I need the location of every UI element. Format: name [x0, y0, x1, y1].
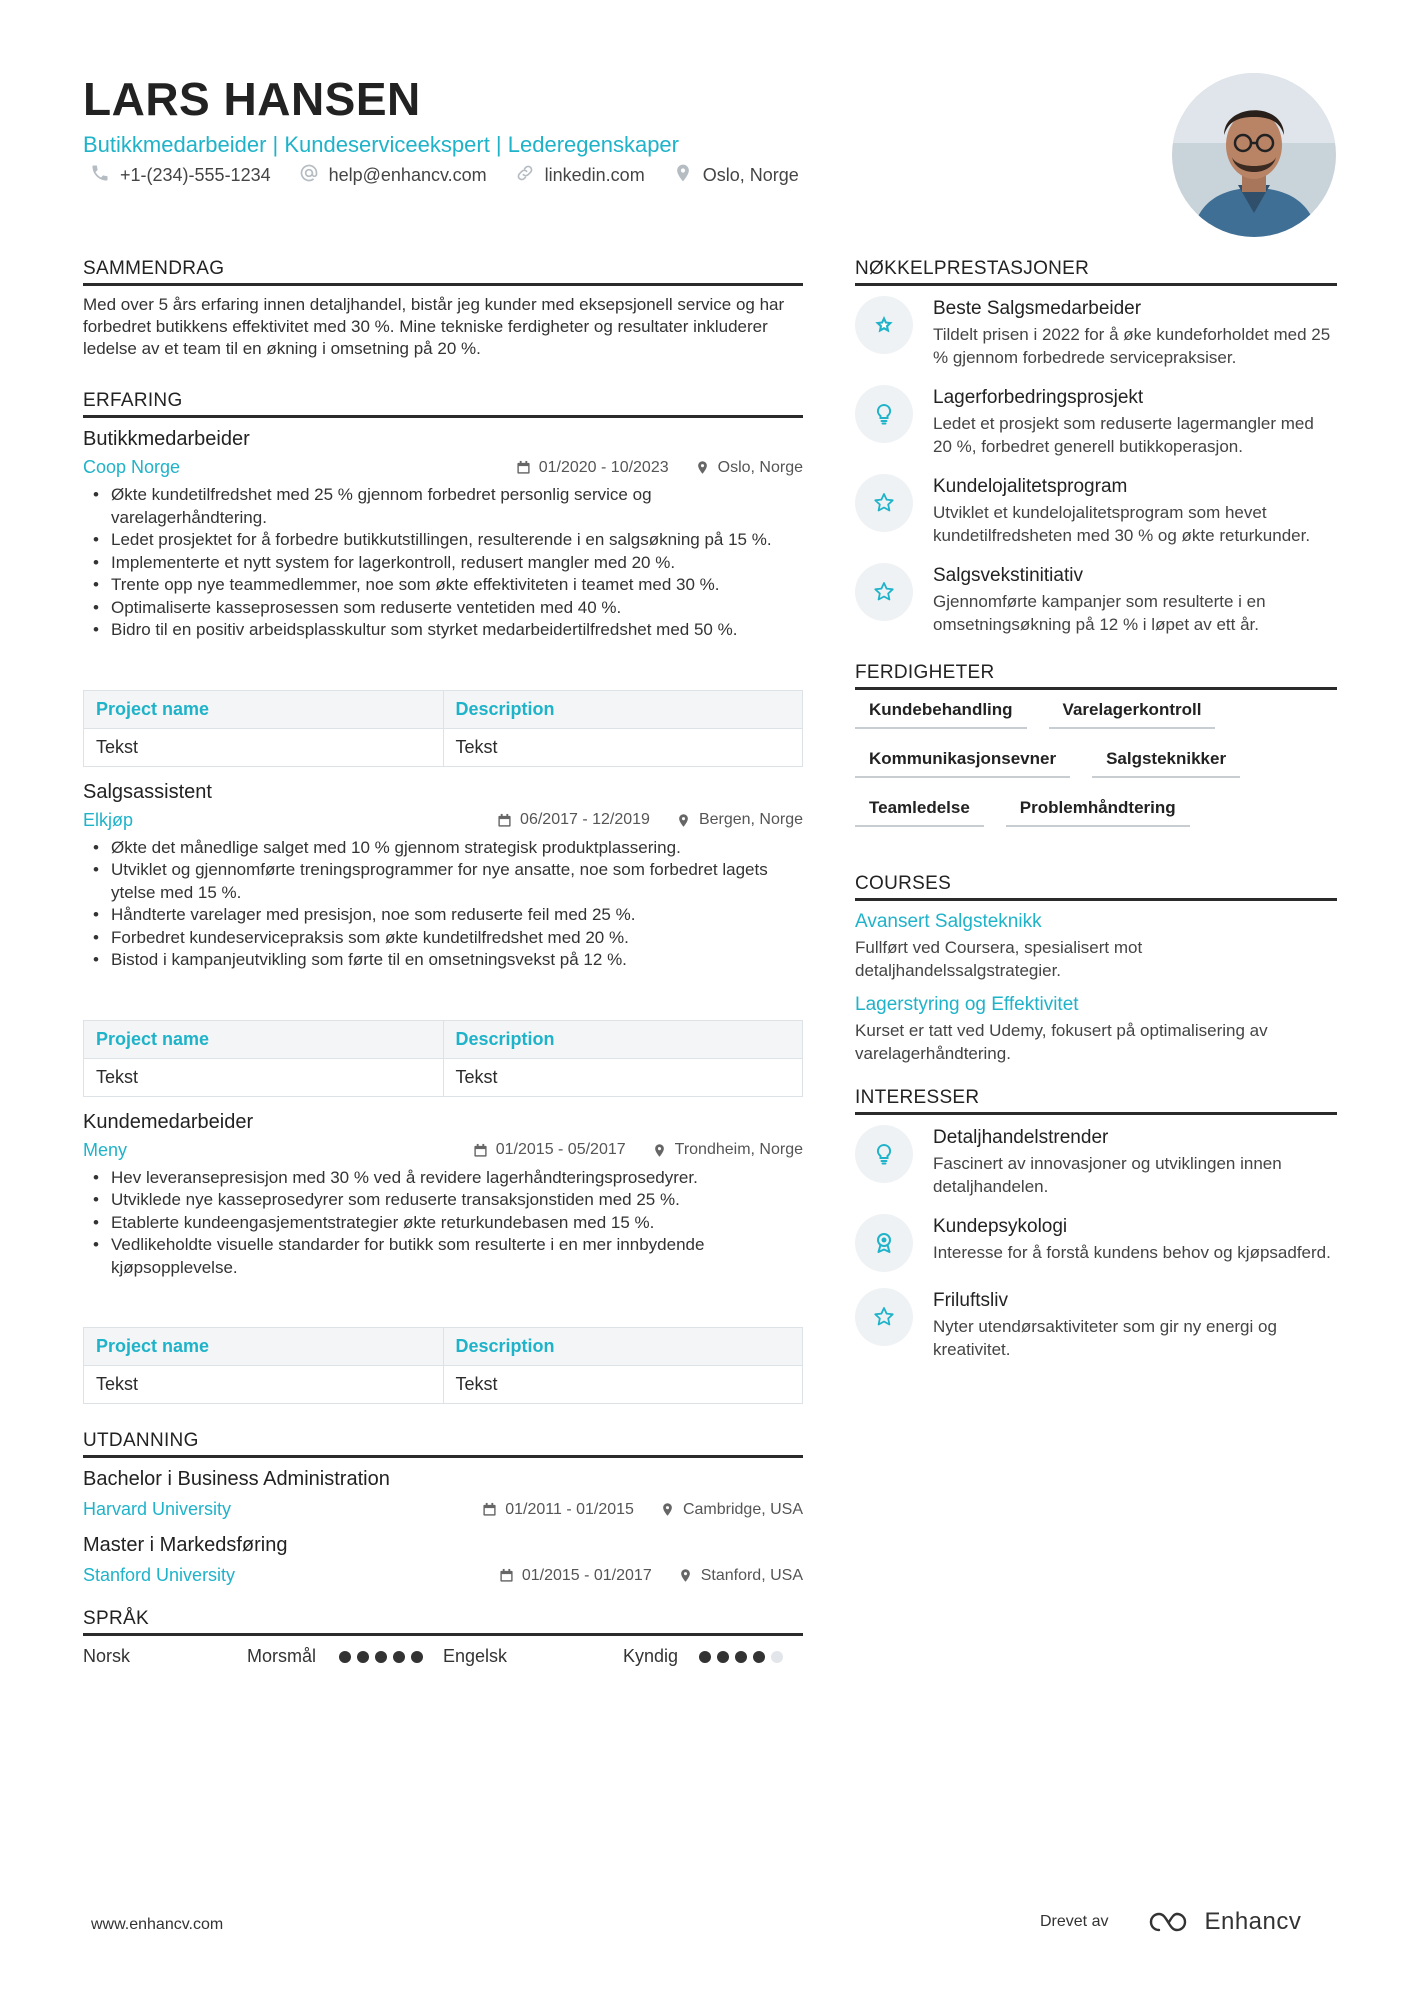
brand-name: Enhancv	[1204, 1908, 1302, 1935]
achievement-title: Kundelojalitetsprogram	[933, 476, 1128, 497]
interest-desc: Nyter utendørsaktiviteter som gir ny energi og kreativitet.	[933, 1317, 1277, 1359]
skill-tag: Varelagerkontroll	[1049, 700, 1216, 729]
achievement-text	[933, 296, 1337, 369]
summary-heading: SAMMENDRAG	[83, 258, 803, 286]
contact-row	[90, 163, 799, 188]
project-name-cell: Tekst	[84, 1366, 444, 1404]
language-level: Morsmål	[247, 1646, 317, 1666]
contact-location	[673, 163, 799, 188]
rating-dot-filled	[339, 1651, 351, 1663]
lightbulb-icon	[855, 1125, 913, 1183]
education-location: Cambridge, USA	[660, 1501, 803, 1519]
rating-dot-filled	[375, 1651, 387, 1663]
project-table	[83, 690, 803, 767]
rating-dot-filled	[735, 1651, 747, 1663]
calendar-icon	[482, 1502, 497, 1517]
skill-tag: Kundebehandling	[855, 700, 1027, 729]
job-meta-row	[83, 1140, 803, 1161]
company-name: Coop Norge	[83, 457, 181, 477]
bullet-item: • Optimaliserte kasseprosessen som reduserte ventetiden med 40 %.	[83, 597, 803, 620]
star-badge-icon	[855, 296, 913, 354]
project-table-header	[84, 1020, 803, 1058]
achievement-desc: Utviklet et kundelojalitetsprogram som hevet kundetilfredsheten med 30 % og økte returkunder.	[933, 503, 1311, 545]
enhancv-logo-icon	[1148, 1910, 1194, 1934]
language-rating	[339, 1651, 423, 1663]
job-title: Kundemedarbeider	[83, 1110, 254, 1133]
job-location: Oslo, Norge	[695, 459, 803, 477]
interest-desc: Fascinert av innovasjoner og utviklingen innen detaljhandelen.	[933, 1154, 1282, 1196]
project-table	[83, 1020, 803, 1097]
rating-dot-filled	[357, 1651, 369, 1663]
interest-title: Detaljhandelstrender	[933, 1127, 1109, 1148]
skills-list	[855, 700, 1337, 827]
achievement-desc: Tildelt prisen i 2022 for å øke kundeforholdet med 25 % gjennom forbedrede servicepraksiser.	[933, 325, 1331, 367]
description-cell: Tekst	[443, 728, 803, 766]
project-table	[83, 1327, 803, 1404]
phone-icon	[90, 163, 110, 188]
job-bullets	[83, 837, 803, 972]
interest-text	[933, 1125, 1337, 1198]
description-cell: Tekst	[443, 1366, 803, 1404]
summary-text: Med over 5 års erfaring innen detaljhandel, bistår jeg kunder med eksepsjonell service og har forbedret butikkens effektivitet med 30 %. Mine tekniske ferdigheter og resultater inkluderer ledelse av et team til en økning i omsetning på 20 %.	[83, 295, 785, 358]
contact-email[interactable]	[299, 163, 487, 188]
courses-heading: COURSES	[855, 873, 1337, 901]
candidate-subtitle: Butikkmedarbeider | Kundeserviceekspert | Lederegenskaper	[83, 132, 679, 157]
interests-heading: INTERESSER	[855, 1087, 1337, 1115]
contact-phone	[90, 163, 271, 188]
education-meta-row	[83, 1565, 803, 1586]
achievement-desc: Gjennomførte kampanjer som resulterte i en omsetningsøkning på 12 % i løpet av ett år.	[933, 592, 1266, 634]
star-icon	[855, 1288, 913, 1346]
calendar-icon	[499, 1568, 514, 1583]
achievement-item	[855, 563, 1337, 636]
project-table-row	[84, 1366, 803, 1404]
skill-tag: Kommunikasjonsevner	[855, 749, 1070, 778]
bullet-item: • Vedlikeholdte visuelle standarder for butikk som resulterte i en mer innbydende kjøpsopplevelse.	[83, 1234, 803, 1279]
skills-heading: FERDIGHETER	[855, 662, 1337, 690]
degree-title: Master i Markedsføring	[83, 1534, 288, 1556]
interest-item	[855, 1214, 1337, 1272]
linkedin-text: linkedin.com	[544, 165, 645, 185]
languages-row	[83, 1646, 803, 1667]
job-meta	[516, 459, 803, 477]
rating-dot-filled	[753, 1651, 765, 1663]
left-column	[83, 258, 803, 1667]
project-name-cell: Tekst	[84, 1058, 444, 1096]
location-pin-icon	[673, 163, 693, 188]
skill-tag: Problemhåndtering	[1006, 798, 1190, 827]
project-table-header	[84, 690, 803, 728]
education-dates: 01/2011 - 01/2015	[482, 1501, 634, 1519]
bullet-item: • Utviklede nye kasseprosedyrer som reduserte transaksjonstiden med 25 %.	[83, 1189, 803, 1212]
job-location: Bergen, Norge	[676, 811, 803, 829]
rating-dot-empty	[771, 1651, 783, 1663]
calendar-icon	[473, 1143, 488, 1158]
bullet-item: • Etablerte kundeengasjementstrategier økte returkundebasen med 15 %.	[83, 1212, 803, 1235]
interest-text	[933, 1288, 1337, 1361]
lightbulb-icon	[855, 385, 913, 443]
rating-dot-filled	[393, 1651, 405, 1663]
footer-website[interactable]: www.enhancv.com	[91, 1916, 224, 1933]
bullet-item: • Implementerte et nytt system for lagerkontroll, redusert mangler med 20 %.	[83, 552, 803, 575]
location-pin-icon	[676, 813, 691, 828]
project-table-row	[84, 1058, 803, 1096]
enhancv-logo[interactable]	[1148, 1908, 1301, 1936]
project-table-header	[84, 1328, 803, 1366]
description-header: Description	[443, 1328, 803, 1366]
powered-by-label: Drevet av	[1040, 1913, 1109, 1930]
company-name: Elkjøp	[83, 809, 134, 830]
candidate-name: LARS HANSEN	[83, 73, 421, 125]
language-name: Engelsk	[443, 1646, 508, 1666]
language-level: Kyndig	[623, 1646, 679, 1666]
project-name-header: Project name	[84, 690, 444, 728]
right-column	[855, 258, 1337, 1377]
description-cell: Tekst	[443, 1058, 803, 1096]
job-dates: 06/2017 - 12/2019	[497, 811, 650, 829]
experience-heading: ERFARING	[83, 390, 803, 418]
language-name: Norsk	[83, 1646, 131, 1666]
project-name-header: Project name	[84, 1328, 444, 1366]
link-icon	[515, 163, 535, 188]
achievement-text	[933, 563, 1337, 636]
education-location: Stanford, USA	[678, 1567, 803, 1585]
job-title: Butikkmedarbeider	[83, 428, 250, 450]
location-pin-icon	[678, 1568, 693, 1583]
course-desc: Kurset er tatt ved Udemy, fokusert på optimalisering av varelagerhåndtering.	[855, 1021, 1268, 1063]
project-table-row	[84, 728, 803, 766]
description-header: Description	[443, 1020, 803, 1058]
course-title: Lagerstyring og Effektivitet	[855, 994, 1079, 1015]
email-text: help@enhancv.com	[328, 165, 487, 185]
bullet-item: • Utviklet og gjennomførte treningsprogrammer for nye ansatte, noe som forbedret lagets ytelse med 15 %.	[83, 859, 803, 904]
bullet-item: • Bistod i kampanjeutvikling som førte til en omsetningsvekst på 12 %.	[83, 949, 803, 972]
contact-linkedin[interactable]	[515, 163, 645, 188]
language-item	[443, 1646, 803, 1667]
description-header: Description	[443, 690, 803, 728]
course-item	[855, 911, 1337, 982]
achievement-title: Salgsvekstinitiativ	[933, 565, 1083, 586]
education-meta	[482, 1501, 803, 1519]
education-heading: UTDANNING	[83, 1430, 803, 1458]
languages-heading: SPRÅK	[83, 1608, 803, 1636]
bullet-item: • Økte kundetilfredshet med 25 % gjennom forbedret personlig service og varelagerhåndtering.	[83, 484, 803, 529]
rating-dot-filled	[717, 1651, 729, 1663]
education-meta-row	[83, 1499, 803, 1520]
job-meta-row	[83, 810, 803, 831]
job-meta-row	[83, 457, 803, 478]
bullet-item: • Hev leveransepresisjon med 30 % ved å revidere lagerhåndteringsprosedyrer.	[83, 1167, 803, 1190]
rating-dot-filled	[411, 1651, 423, 1663]
project-name-header: Project name	[84, 1020, 444, 1058]
achievement-title: Lagerforbedringsprosjekt	[933, 387, 1144, 408]
job-entry	[83, 428, 803, 767]
language-item	[83, 1646, 443, 1667]
location-pin-icon	[695, 460, 710, 475]
job-entry	[83, 1111, 803, 1405]
job-meta	[497, 811, 803, 829]
location-pin-icon	[660, 1502, 675, 1517]
education-dates: 01/2015 - 01/2017	[499, 1567, 652, 1585]
interest-text	[933, 1214, 1331, 1272]
star-icon	[855, 474, 913, 532]
course-desc: Fullført ved Coursera, spesialisert mot detaljhandelssalgstrategier.	[855, 938, 1143, 980]
interest-item	[855, 1288, 1337, 1361]
job-location: Trondheim, Norge	[652, 1141, 803, 1159]
interest-title: Kundepsykologi	[933, 1216, 1068, 1237]
project-name-cell: Tekst	[84, 728, 444, 766]
language-rating	[699, 1651, 783, 1663]
profile-photo	[1172, 73, 1336, 237]
phone-text: +1-(234)-555-1234	[120, 165, 271, 185]
education-entry	[83, 1534, 803, 1586]
calendar-icon	[497, 813, 512, 828]
school-name: Harvard University	[83, 1499, 232, 1519]
interest-desc: Interesse for å forstå kundens behov og kjøpsadferd.	[933, 1243, 1331, 1262]
job-bullets	[83, 1167, 803, 1280]
job-bullets	[83, 484, 803, 642]
achievement-title: Beste Salgsmedarbeider	[933, 298, 1142, 319]
course-item	[855, 994, 1337, 1065]
at-icon	[299, 163, 319, 188]
achievement-text	[933, 474, 1337, 547]
location-pin-icon	[652, 1143, 667, 1158]
achievement-item	[855, 385, 1337, 458]
bullet-item: • Håndterte varelager med presisjon, noe som reduserte feil med 25 %.	[83, 904, 803, 927]
interest-title: Friluftsliv	[933, 1290, 1008, 1311]
company-name: Meny	[83, 1139, 128, 1160]
footer-brand-area	[1040, 1908, 1301, 1936]
skill-tag: Salgsteknikker	[1092, 749, 1240, 778]
education-entry	[83, 1468, 803, 1520]
school-name: Stanford University	[83, 1565, 236, 1585]
course-title: Avansert Salgsteknikk	[855, 911, 1042, 932]
achievement-item	[855, 474, 1337, 547]
job-title: Salgsassistent	[83, 780, 212, 803]
achievement-desc: Ledet et prosjekt som reduserte lagermangler med 20 %, forbedret generell butikkoperasjon.	[933, 414, 1314, 456]
bullet-item: • Trente opp nye teammedlemmer, noe som økte effektiviteten i teamet med 30 %.	[83, 574, 803, 597]
interest-item	[855, 1125, 1337, 1198]
education-meta	[499, 1567, 803, 1585]
job-dates: 01/2020 - 10/2023	[516, 459, 669, 477]
achievement-text	[933, 385, 1337, 458]
calendar-icon	[516, 460, 531, 475]
star-icon	[855, 563, 913, 621]
bullet-item: • Bidro til en positiv arbeidsplasskultur som styrket medarbeidertilfredshet med 50 %.	[83, 619, 803, 642]
skill-tag: Teamledelse	[855, 798, 984, 827]
achievement-item	[855, 296, 1337, 369]
achievements-heading: NØKKELPRESTASJONER	[855, 258, 1337, 286]
bullet-item: • Økte det månedlige salget med 10 % gjennom strategisk produktplassering.	[83, 837, 803, 860]
award-icon	[855, 1214, 913, 1272]
rating-dot-filled	[699, 1651, 711, 1663]
job-entry	[83, 781, 803, 1097]
bullet-item: • Ledet prosjektet for å forbedre butikkutstillingen, resulterende i en salgsøkning på 15 %.	[83, 529, 803, 552]
bullet-item: • Forbedret kundeservicepraksis som økte kundetilfredshet med 20 %.	[83, 927, 803, 950]
job-dates: 01/2015 - 05/2017	[473, 1141, 626, 1159]
location-text: Oslo, Norge	[702, 165, 799, 185]
job-meta	[473, 1141, 803, 1159]
degree-title: Bachelor i Business Administration	[83, 1468, 390, 1490]
